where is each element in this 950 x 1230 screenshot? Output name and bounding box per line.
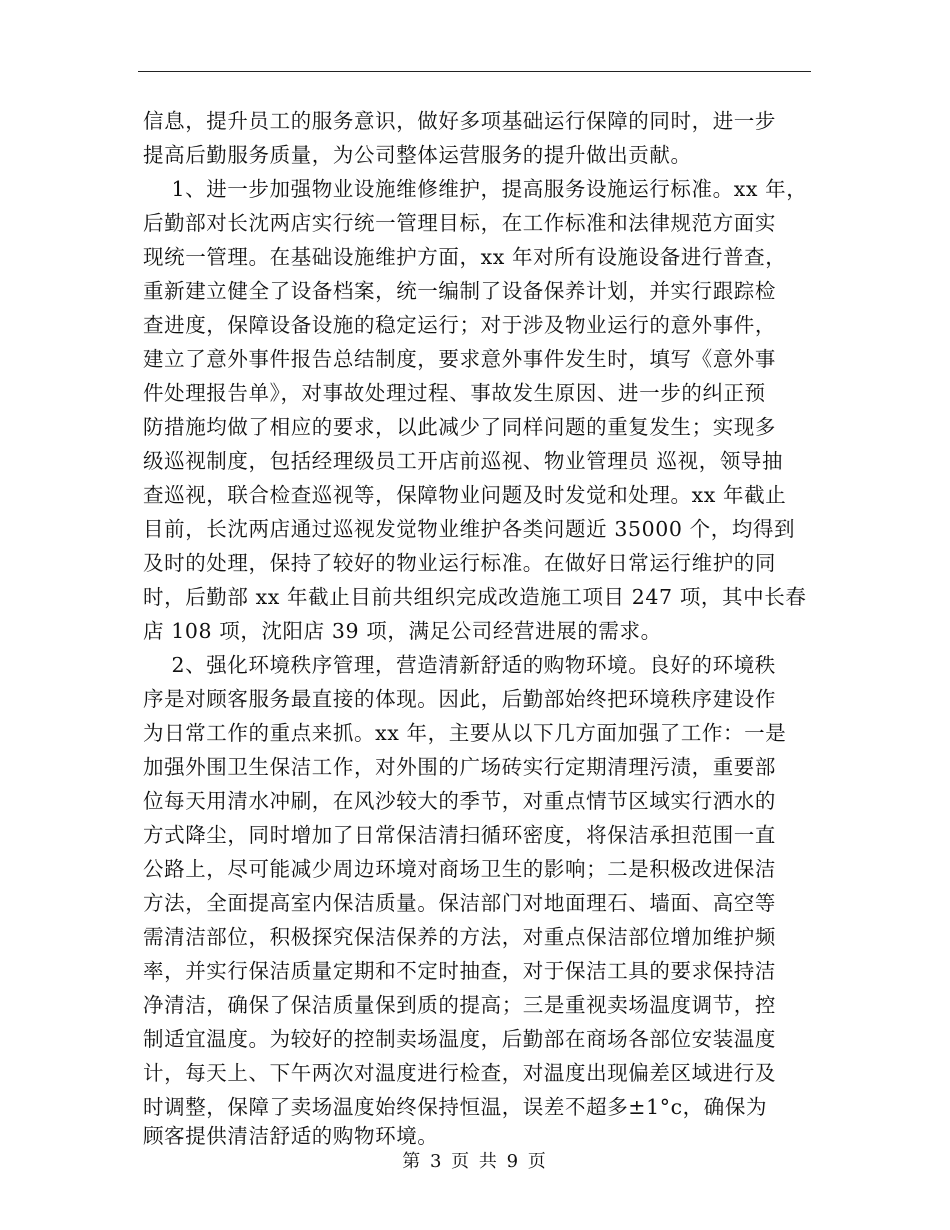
text-line: 净清洁，确保了保洁质量保到质的提高；三是重视卖场温度调节，控 xyxy=(143,993,776,1017)
text-line: 2、强化环境秩序管理，营造清新舒适的购物环境。良好的环境秩 xyxy=(143,653,776,677)
text-line: 1、进一步加强物业设施维修维护，提高服务设施运行标准。xx 年， xyxy=(143,177,808,201)
text-line: 级巡视制度，包括经理级员工开店前巡视、物业管理员 巡视，领导抽 xyxy=(143,449,784,473)
text-line: 件处理报告单》，对事故处理过程、事故发生原因、进一步的纠正预 xyxy=(143,381,766,405)
text-line: 查进度，保障设备设施的稳定运行；对于涉及物业运行的意外事件， xyxy=(143,313,776,337)
text-line: 防措施均做了相应的要求，以此减少了同样问题的重复发生；实现多 xyxy=(143,415,776,439)
page-number-footer: 第 3 页 共 9 页 xyxy=(402,1151,548,1172)
text-line: 查巡视，联合检查巡视等，保障物业问题及时发觉和处理。xx 年截止 xyxy=(143,483,787,507)
text-line: 序是对顾客服务最直接的体现。因此，后勤部始终把环境秩序建设作 xyxy=(143,687,776,711)
text-line: 店 108 项，沈阳店 39 项，满足公司经营进展的需求。 xyxy=(143,619,662,643)
text-line: 顾客提供清洁舒适的购物环境。 xyxy=(143,1124,439,1148)
text-line: 为日常工作的重点来抓。xx 年，主要从以下几方面加强了工作：一是 xyxy=(143,721,787,745)
text-line: 目前，长沈两店通过巡视发觉物业维护各类问题近 35000 个，均得到 xyxy=(143,517,796,541)
text-line: 现统一管理。在基础设施维护方面，xx 年对所有设施设备进行普查， xyxy=(143,245,787,269)
text-line: 后勤部对长沈两店实行统一管理目标，在工作标准和法律规范方面实 xyxy=(143,211,776,235)
text-line: 制适宜温度。为较好的控制卖场温度，后勤部在商场各部位安装温度 xyxy=(143,1027,776,1051)
text-line: 公路上，尽可能减少周边环境对商场卫生的影响；二是积极改进保洁 xyxy=(143,857,776,881)
text-line: 及时的处理，保持了较好的物业运行标准。在做好日常运行维护的同 xyxy=(143,551,776,575)
text-line: 提高后勤服务质量，为公司整体运营服务的提升做出贡献。 xyxy=(143,143,692,167)
text-line: 加强外围卫生保洁工作，对外围的广场砖实行定期清理污渍，重要部 xyxy=(143,755,776,779)
text-line: 需清洁部位，积极探究保洁保养的方法，对重点保洁部位增加维护频 xyxy=(143,925,776,949)
text-line: 方式降尘，同时增加了日常保洁清扫循环密度，将保洁承担范围一直 xyxy=(143,823,776,847)
text-line: 建立了意外事件报告总结制度，要求意外事件发生时，填写《意外事 xyxy=(143,347,776,371)
text-line: 时调整，保障了卖场温度始终保持恒温，误差不超多±1°c，确保为 xyxy=(143,1095,768,1119)
text-line: 计，每天上、下午两次对温度进行检查，对温度出现偏差区域进行及 xyxy=(143,1061,776,1085)
text-line: 时，后勤部 xx 年截止目前共组织完成改造施工项目 247 项，其中长春 xyxy=(143,585,807,609)
text-line: 位每天用清水冲刷，在风沙较大的季节，对重点情节区域实行洒水的 xyxy=(143,789,776,813)
text-line: 率，并实行保洁质量定期和不定时抽查，对于保洁工具的要求保持洁 xyxy=(143,959,776,983)
text-line: 重新建立健全了设备档案，统一编制了设备保养计划，并实行跟踪检 xyxy=(143,279,776,303)
text-line: 方法，全面提高室内保洁质量。保洁部门对地面理石、墙面、高空等 xyxy=(143,891,776,915)
text-line: 信息，提升员工的服务意识，做好多项基础运行保障的同时，进一步 xyxy=(143,109,776,133)
